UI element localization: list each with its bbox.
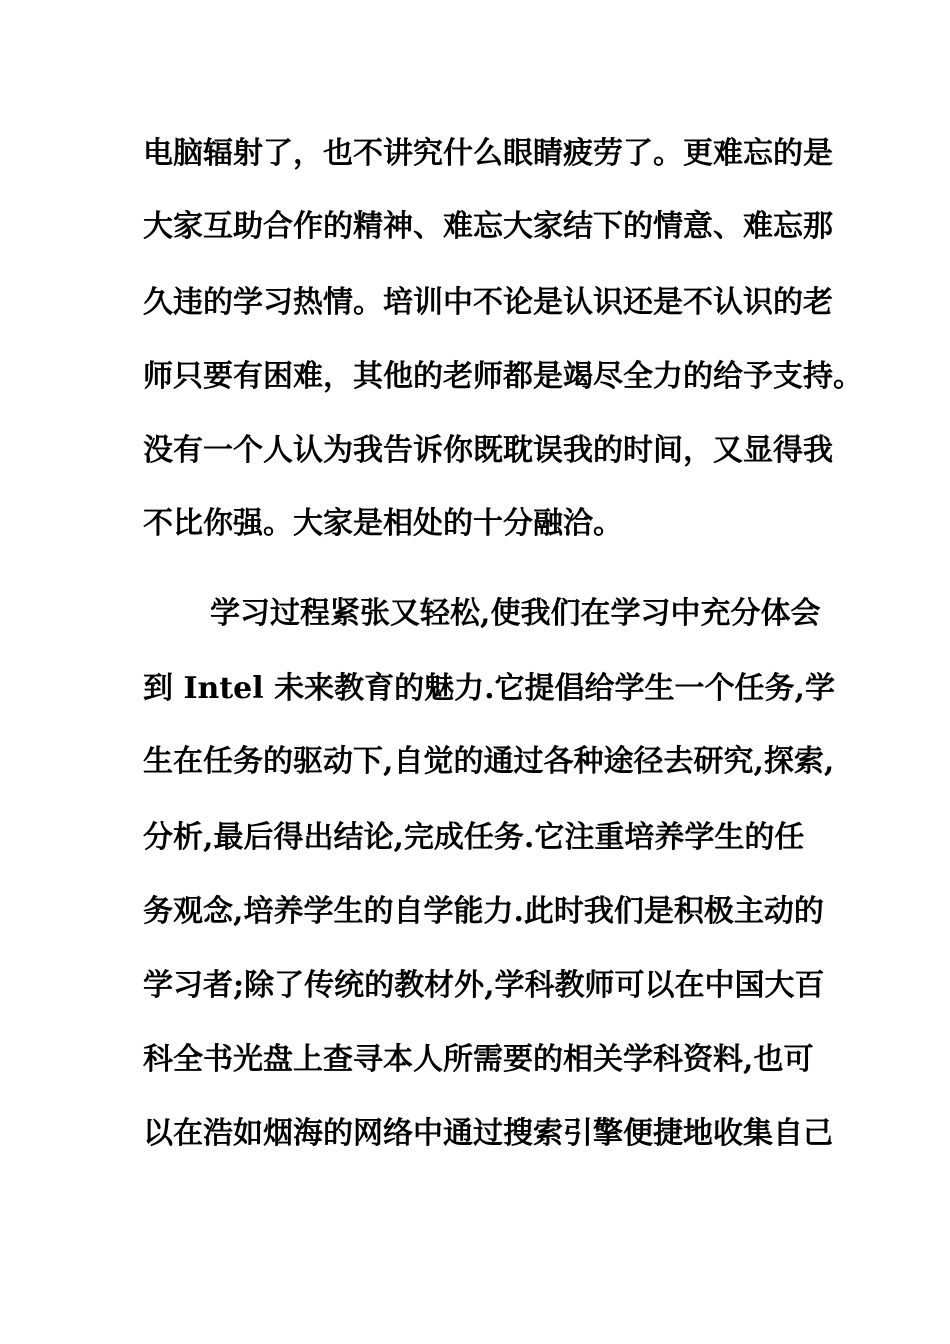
paragraph-2-line-6: 学习者;除了传统的教材外,学科教师可以在中国大百 bbox=[143, 968, 825, 1003]
paragraph-1-line-3: 久违的学习热情。培训中不论是认识还是不认识的老 bbox=[143, 285, 833, 320]
paragraph-2-line-5: 务观念,培养学生的自学能力.此时我们是积极主动的 bbox=[143, 894, 824, 929]
paragraph-2-line-7: 科全书光盘上查寻本人所需要的相关学科资料,也可 bbox=[143, 1042, 814, 1077]
paragraph-2-line-8: 以在浩如烟海的网络中通过搜索引擎便捷地收集自己 bbox=[143, 1116, 833, 1151]
paragraph-2-line-3: 生在任务的驱动下,自觉的通过各种途径去研究,探索, bbox=[143, 744, 835, 779]
paragraph-1-line-1: 电脑辐射了，也不讲究什么眼睛疲劳了。更难忘的是 bbox=[143, 136, 833, 171]
paragraph-2-line-4: 分析,最后得出结论,完成任务.它注重培养学生的任 bbox=[143, 820, 805, 855]
paragraph-2-line-2: 到 Intel 未来教育的魅力.它提倡给学生一个任务,学 bbox=[143, 671, 835, 706]
paragraph-1-line-6: 不比你强。大家是相处的十分融洽。 bbox=[143, 506, 623, 541]
paragraph-2-line-1: 学习过程紧张又轻松,使我们在学习中充分体会 bbox=[210, 596, 821, 631]
paragraph-1-line-4: 师只要有困难，其他的老师都是竭尽全力的给予支持。 bbox=[143, 359, 863, 394]
paragraph-1-line-5: 没有一个人认为我告诉你既耽误我的时间，又显得我 bbox=[143, 433, 833, 468]
paragraph-1-line-2: 大家互助合作的精神、难忘大家结下的情意、难忘那 bbox=[143, 209, 833, 244]
